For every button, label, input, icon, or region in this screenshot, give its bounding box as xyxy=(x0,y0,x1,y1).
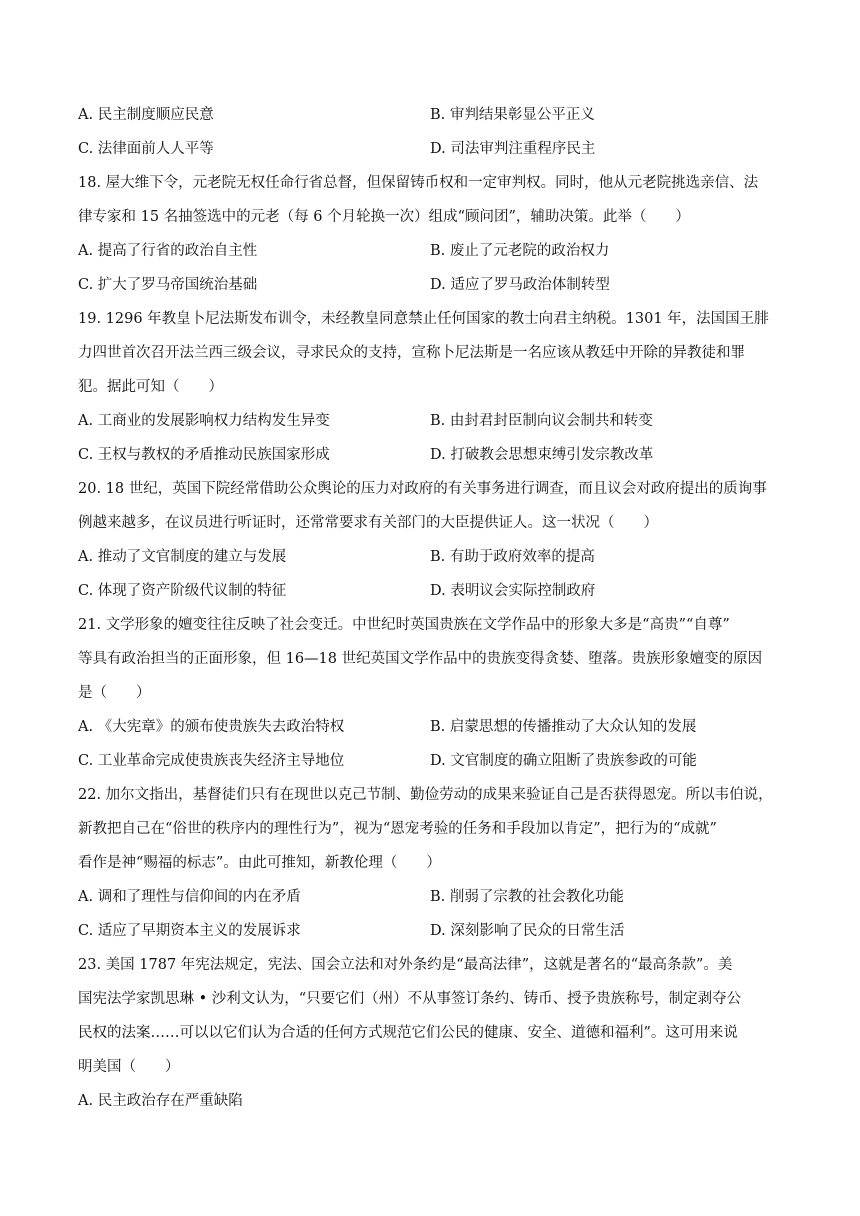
q20-option-d: D. 表明议会实际控制政府 xyxy=(430,583,596,599)
q17-option-d: D. 司法审判注重程序民主 xyxy=(430,141,596,157)
q17-option-c: C. 法律面前人人平等 xyxy=(78,141,214,157)
q22-option-d: D. 深刻影响了民众的日常生活 xyxy=(430,923,625,939)
q21-option-c: C. 工业革命完成使贵族丧失经济主导地位 xyxy=(78,753,345,769)
q20-option-b: B. 有助于政府效率的提高 xyxy=(430,549,595,565)
question-22 xyxy=(78,778,786,880)
question-18-line: 18. 屋大维下令，元老院无权任命行省总督，但保留铸币权和一定审判权。同时，他从元老院挑选亲信、法 xyxy=(78,175,759,191)
q23-option-a: A. 民主政治存在严重缺陷 xyxy=(78,1093,243,1109)
question-18 xyxy=(78,166,786,234)
question-23-line: 国宪法学家凯思琳 • 沙利文认为，“只要它们（州）不从事签订条约、铸币、授予贵族称号，制定剥夺公 xyxy=(78,991,742,1007)
question-22-line: 22. 加尔文指出，基督徒们只有在现世以克己节制、勤俭劳动的成果来验证自己是否获得恩宠。所以韦伯说， xyxy=(78,787,773,803)
question-22-line: 新教把自己在“俗世的秩序内的理性行为”，视为“恩宠考验的任务和手段加以肯定”，把行为的“成就” xyxy=(78,821,717,837)
q21-options-row-2 xyxy=(78,744,786,778)
q19-option-b: B. 由封君封臣制向议会制共和转变 xyxy=(430,413,653,429)
question-19 xyxy=(78,302,786,404)
q22-option-b: B. 削弱了宗教的社会教化功能 xyxy=(430,889,624,905)
q22-option-c: C. 适应了早期资本主义的发展诉求 xyxy=(78,923,301,939)
question-21-line: 等具有政治担当的正面形象，但 16—18 世纪英国文学作品中的贵族变得贪婪、堕落。贵族形象嬗变的原因 xyxy=(78,651,763,667)
q21-option-b: B. 启蒙思想的传播推动了大众认知的发展 xyxy=(430,719,697,735)
question-18-line: 律专家和 15 名抽签选中的元老（每 6 个月轮换一次）组成“顾问团”，辅助决策。此举（ ） xyxy=(78,209,690,225)
q19-option-a: A. 工商业的发展影响权力结构发生异变 xyxy=(78,413,330,429)
q18-option-d: D. 适应了罗马政治体制转型 xyxy=(430,277,610,293)
question-21-line: 是（ ） xyxy=(78,685,151,701)
q20-options-row-2 xyxy=(78,574,786,608)
question-20-line: 例越来越多，在议员进行听证时，还常常要求有关部门的大臣提供证人。这一状况（ ） xyxy=(78,515,658,531)
question-22-line: 看作是神“赐福的标志”。由此可推知，新教伦理（ ） xyxy=(78,855,441,871)
q17-option-b: B. 审判结果彰显公平正义 xyxy=(430,107,595,123)
q19-options-row-1 xyxy=(78,404,786,438)
q18-option-b: B. 废止了元老院的政治权力 xyxy=(430,243,610,259)
q18-options-row-1 xyxy=(78,234,786,268)
q21-option-a: A. 《大宪章》的颁布使贵族失去政治特权 xyxy=(78,719,345,735)
q19-option-d: D. 打破教会思想束缚引发宗教改革 xyxy=(430,447,654,463)
q19-options-row-2 xyxy=(78,438,786,472)
question-21-line: 21. 文学形象的嬗变往往反映了社会变迁。中世纪时英国贵族在文学作品中的形象大多是“高贵”“自尊” xyxy=(78,617,730,633)
q18-options-row-2 xyxy=(78,268,786,302)
question-19-line: 犯。据此可知（ ） xyxy=(78,379,223,395)
question-19-line: 力四世首次召开法兰西三级会议，寻求民众的支持，宣称卜尼法斯是一名应该从教廷中开除的异教徒和罪 xyxy=(78,345,745,361)
q19-option-c: C. 王权与教权的矛盾推动民族国家形成 xyxy=(78,447,330,463)
q20-option-a: A. 推动了文官制度的建立与发展 xyxy=(78,549,287,565)
q17-options-row-1 xyxy=(78,98,786,132)
q22-options-row-1 xyxy=(78,880,786,914)
question-23-line: 民权的法案……可以以它们认为合适的任何方式规范它们公民的健康、安全、道德和福利”。这可用来说 xyxy=(78,1025,738,1041)
exam-page xyxy=(78,98,786,1118)
q18-option-c: C. 扩大了罗马帝国统治基础 xyxy=(78,277,258,293)
q20-options-row-1 xyxy=(78,540,786,574)
q21-option-d: D. 文官制度的确立阻断了贵族参政的可能 xyxy=(430,753,697,769)
q22-options-row-2 xyxy=(78,914,786,948)
q18-option-a: A. 提高了行省的政治自主性 xyxy=(78,243,258,259)
q20-option-c: C. 体现了资产阶级代议制的特征 xyxy=(78,583,287,599)
question-23-line: 23. 美国 1787 年宪法规定，宪法、国会立法和对外条约是“最高法律”，这就是著名的“最高条款”。美 xyxy=(78,957,733,973)
q17-option-a: A. 民主制度顺应民意 xyxy=(78,107,214,123)
question-20-line: 20. 18 世纪，英国下院经常借助公众舆论的压力对政府的有关事务进行调查，而且议会对政府提出的质询事 xyxy=(78,481,767,497)
question-19-line: 19. 1296 年教皇卜尼法斯发布训令，未经教皇同意禁止任何国家的教士向君主纳税。1301 年，法国国王腓 xyxy=(78,311,769,327)
question-21 xyxy=(78,608,786,710)
question-23-line: 明美国（ ） xyxy=(78,1059,180,1075)
q22-option-a: A. 调和了理性与信仰间的内在矛盾 xyxy=(78,889,301,905)
question-23 xyxy=(78,948,786,1084)
question-20 xyxy=(78,472,786,540)
q21-options-row-1 xyxy=(78,710,786,744)
q17-options-row-2 xyxy=(78,132,786,166)
